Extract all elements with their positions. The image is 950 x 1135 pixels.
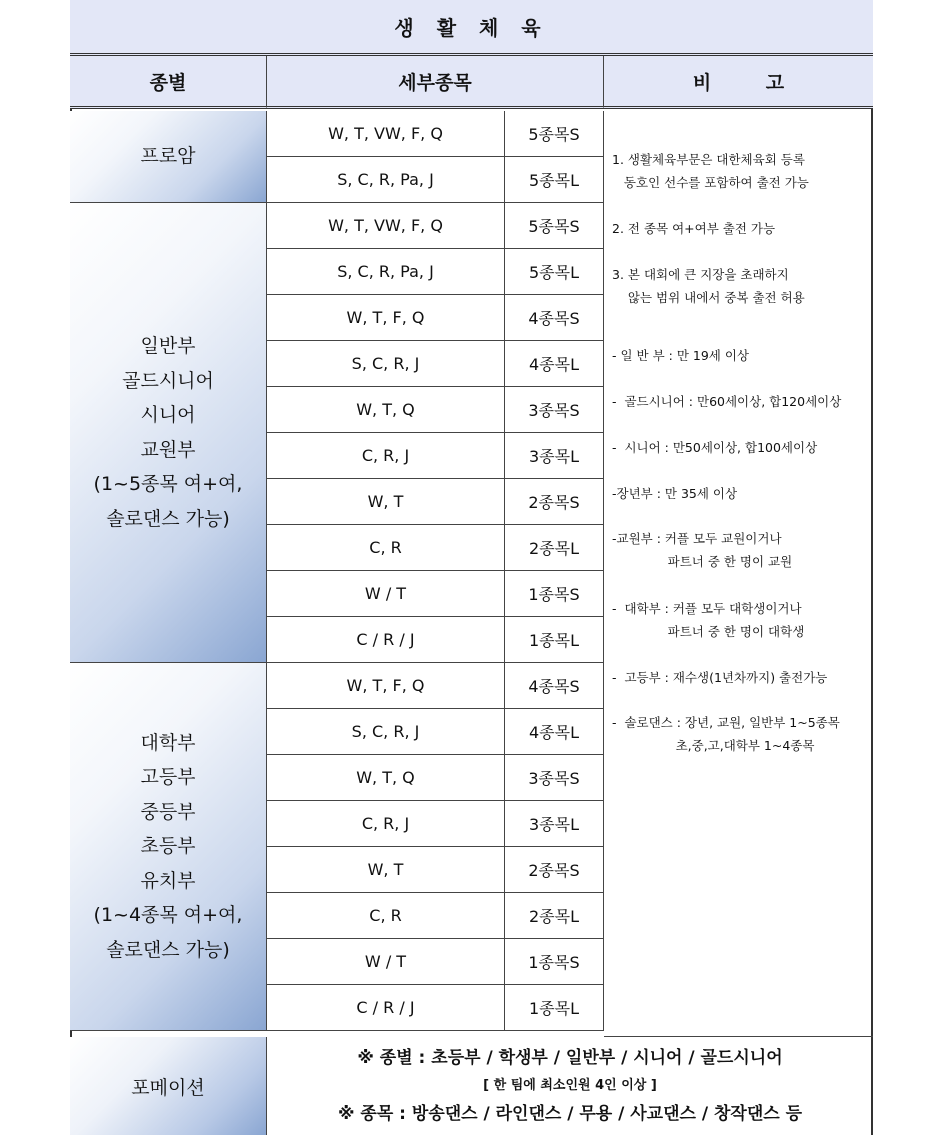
remark-line: 파트너 중 한 명이 교원 [612,554,793,569]
remark-note [612,482,869,505]
remark-line: 파트너 중 한 명이 대학생 [612,624,805,639]
formation-events: ※ 종목 : 방송댄스 / 라인댄스 / 무용 / 사교댄스 / 창작댄스 등 [337,1104,803,1124]
formation-divisions: ※ 종별 : 초등부 / 학생부 / 일반부 / 시니어 / 골드시니어 [357,1048,783,1068]
event-list-cell: S, C, R, J [267,341,505,387]
remark-line: 3. 본 대회에 큰 지장을 초래하지 [612,267,789,282]
remark-line: - 대학부 : 커플 모두 대학생이거나 [612,601,802,616]
remark-note [612,436,869,459]
event-count-cell: 4종목L [505,709,604,755]
category-line: 솔로댄스 가능) [106,938,230,961]
event-list-cell: W, T [267,479,505,525]
event-count-cell: 2종목L [505,525,604,571]
event-count-cell: 5종목L [505,157,604,203]
event-count-cell: 4종목S [505,295,604,341]
event-list-cell: W, T, F, Q [267,663,505,709]
event-count-cell: 1종목L [505,617,604,663]
remark-line: - 시니어 : 만50세이상, 합100세이상 [612,440,818,455]
category-line: 초등부 [140,835,196,858]
remark-line: - 고등부 : 재수생(1년차까지) 출전가능 [612,670,828,685]
event-list-cell: W / T [267,571,505,617]
category-line: 일반부 [140,335,196,357]
event-list-cell: C / R / J [267,617,505,663]
event-count-cell: 2종목S [505,479,604,525]
category-cell [70,111,267,203]
event-list-cell: W, T, Q [267,387,505,433]
header-category: 종별 [70,56,267,109]
remark-note [612,344,869,367]
formation-details [267,1037,873,1135]
event-list-cell: W, T, VW, F, Q [267,111,505,157]
remark-line: -장년부 : 만 35세 이상 [612,486,738,501]
remark-line: - 솔로댄스 : 장년, 교원, 일반부 1~5종목 [612,715,840,730]
event-list-cell: W / T [267,939,505,985]
category-cell [70,663,267,1031]
header-remarks: 비 고 [604,56,873,109]
remark-note [612,263,869,309]
formation-category: 포메이션 [70,1037,267,1135]
event-count-cell: 2종목S [505,847,604,893]
event-list-cell: S, C, R, Pa, J [267,157,505,203]
remark-line: 2. 전 종목 여+여부 출전 가능 [612,221,776,236]
remark-note [612,666,869,689]
event-count-cell: 5종목L [505,249,604,295]
remark-note [612,390,869,413]
event-count-cell: 4종목S [505,663,604,709]
category-line: 솔로댄스 가능) [106,507,230,530]
category-line: (1~5종목 여+여, [93,473,243,495]
event-count-cell: 5종목S [505,111,604,157]
category-line: 골드시니어 [122,369,214,392]
event-list-cell: C, R, J [267,433,505,479]
event-count-cell: 3종목S [505,755,604,801]
event-count-cell: 3종목S [505,387,604,433]
category-cell [70,203,267,663]
event-list-cell: C, R [267,893,505,939]
event-list-cell: S, C, R, J [267,709,505,755]
category-line: 대학부 [140,731,196,754]
category-line: 고등부 [140,766,196,789]
remarks-column [604,111,873,1037]
category-line: 시니어 [140,404,196,426]
event-list-cell: W, T, VW, F, Q [267,203,505,249]
event-list-cell: C / R / J [267,985,505,1031]
remark-line: 않는 범위 내에서 중복 출전 허용 [612,290,805,305]
event-count-cell: 3종목L [505,801,604,847]
event-list-cell: S, C, R, Pa, J [267,249,505,295]
remark-line: 1. 생활체육부문은 대한체육회 등록 [612,152,805,167]
remark-line: - 일 반 부 : 만 19세 이상 [612,348,749,363]
remark-note [612,217,869,240]
remark-line: 초,중,고,대학부 1~4종목 [612,738,815,753]
category-line: 유치부 [140,869,196,892]
category-line: (1~4종목 여+여, [93,904,243,927]
remark-note [612,527,869,573]
header-detail: 세부종목 [267,56,604,109]
event-count-cell: 1종목S [505,571,604,617]
remark-line: 동호인 선수를 포함하여 출전 가능 [612,175,809,190]
event-list-cell: C, R, J [267,801,505,847]
event-count-cell: 5종목S [505,203,604,249]
category-line: 프로암 [140,145,196,168]
event-list-cell: C, R [267,525,505,571]
event-list-cell: W, T [267,847,505,893]
remark-note [612,597,869,643]
schedule-sheet [70,0,873,1135]
event-count-cell: 1종목L [505,985,604,1031]
category-line: 교원부 [140,438,196,461]
event-count-cell: 4종목L [505,341,604,387]
remark-note [612,148,869,194]
remark-line: -교원부 : 커플 모두 교원이거나 [612,531,782,546]
event-count-cell: 3종목L [505,433,604,479]
category-line: 중등부 [140,800,196,823]
event-list-cell: W, T, Q [267,755,505,801]
remark-note [612,711,869,757]
remark-line: - 골드시니어 : 만60세이상, 합120세이상 [612,394,842,409]
event-count-cell: 1종목S [505,939,604,985]
table-title: 생 활 체 육 [70,0,873,56]
event-list-cell: W, T, F, Q [267,295,505,341]
event-count-cell: 2종목L [505,893,604,939]
formation-min-members: [ 한 팀에 최소인원 4인 이상 ] [483,1078,657,1093]
